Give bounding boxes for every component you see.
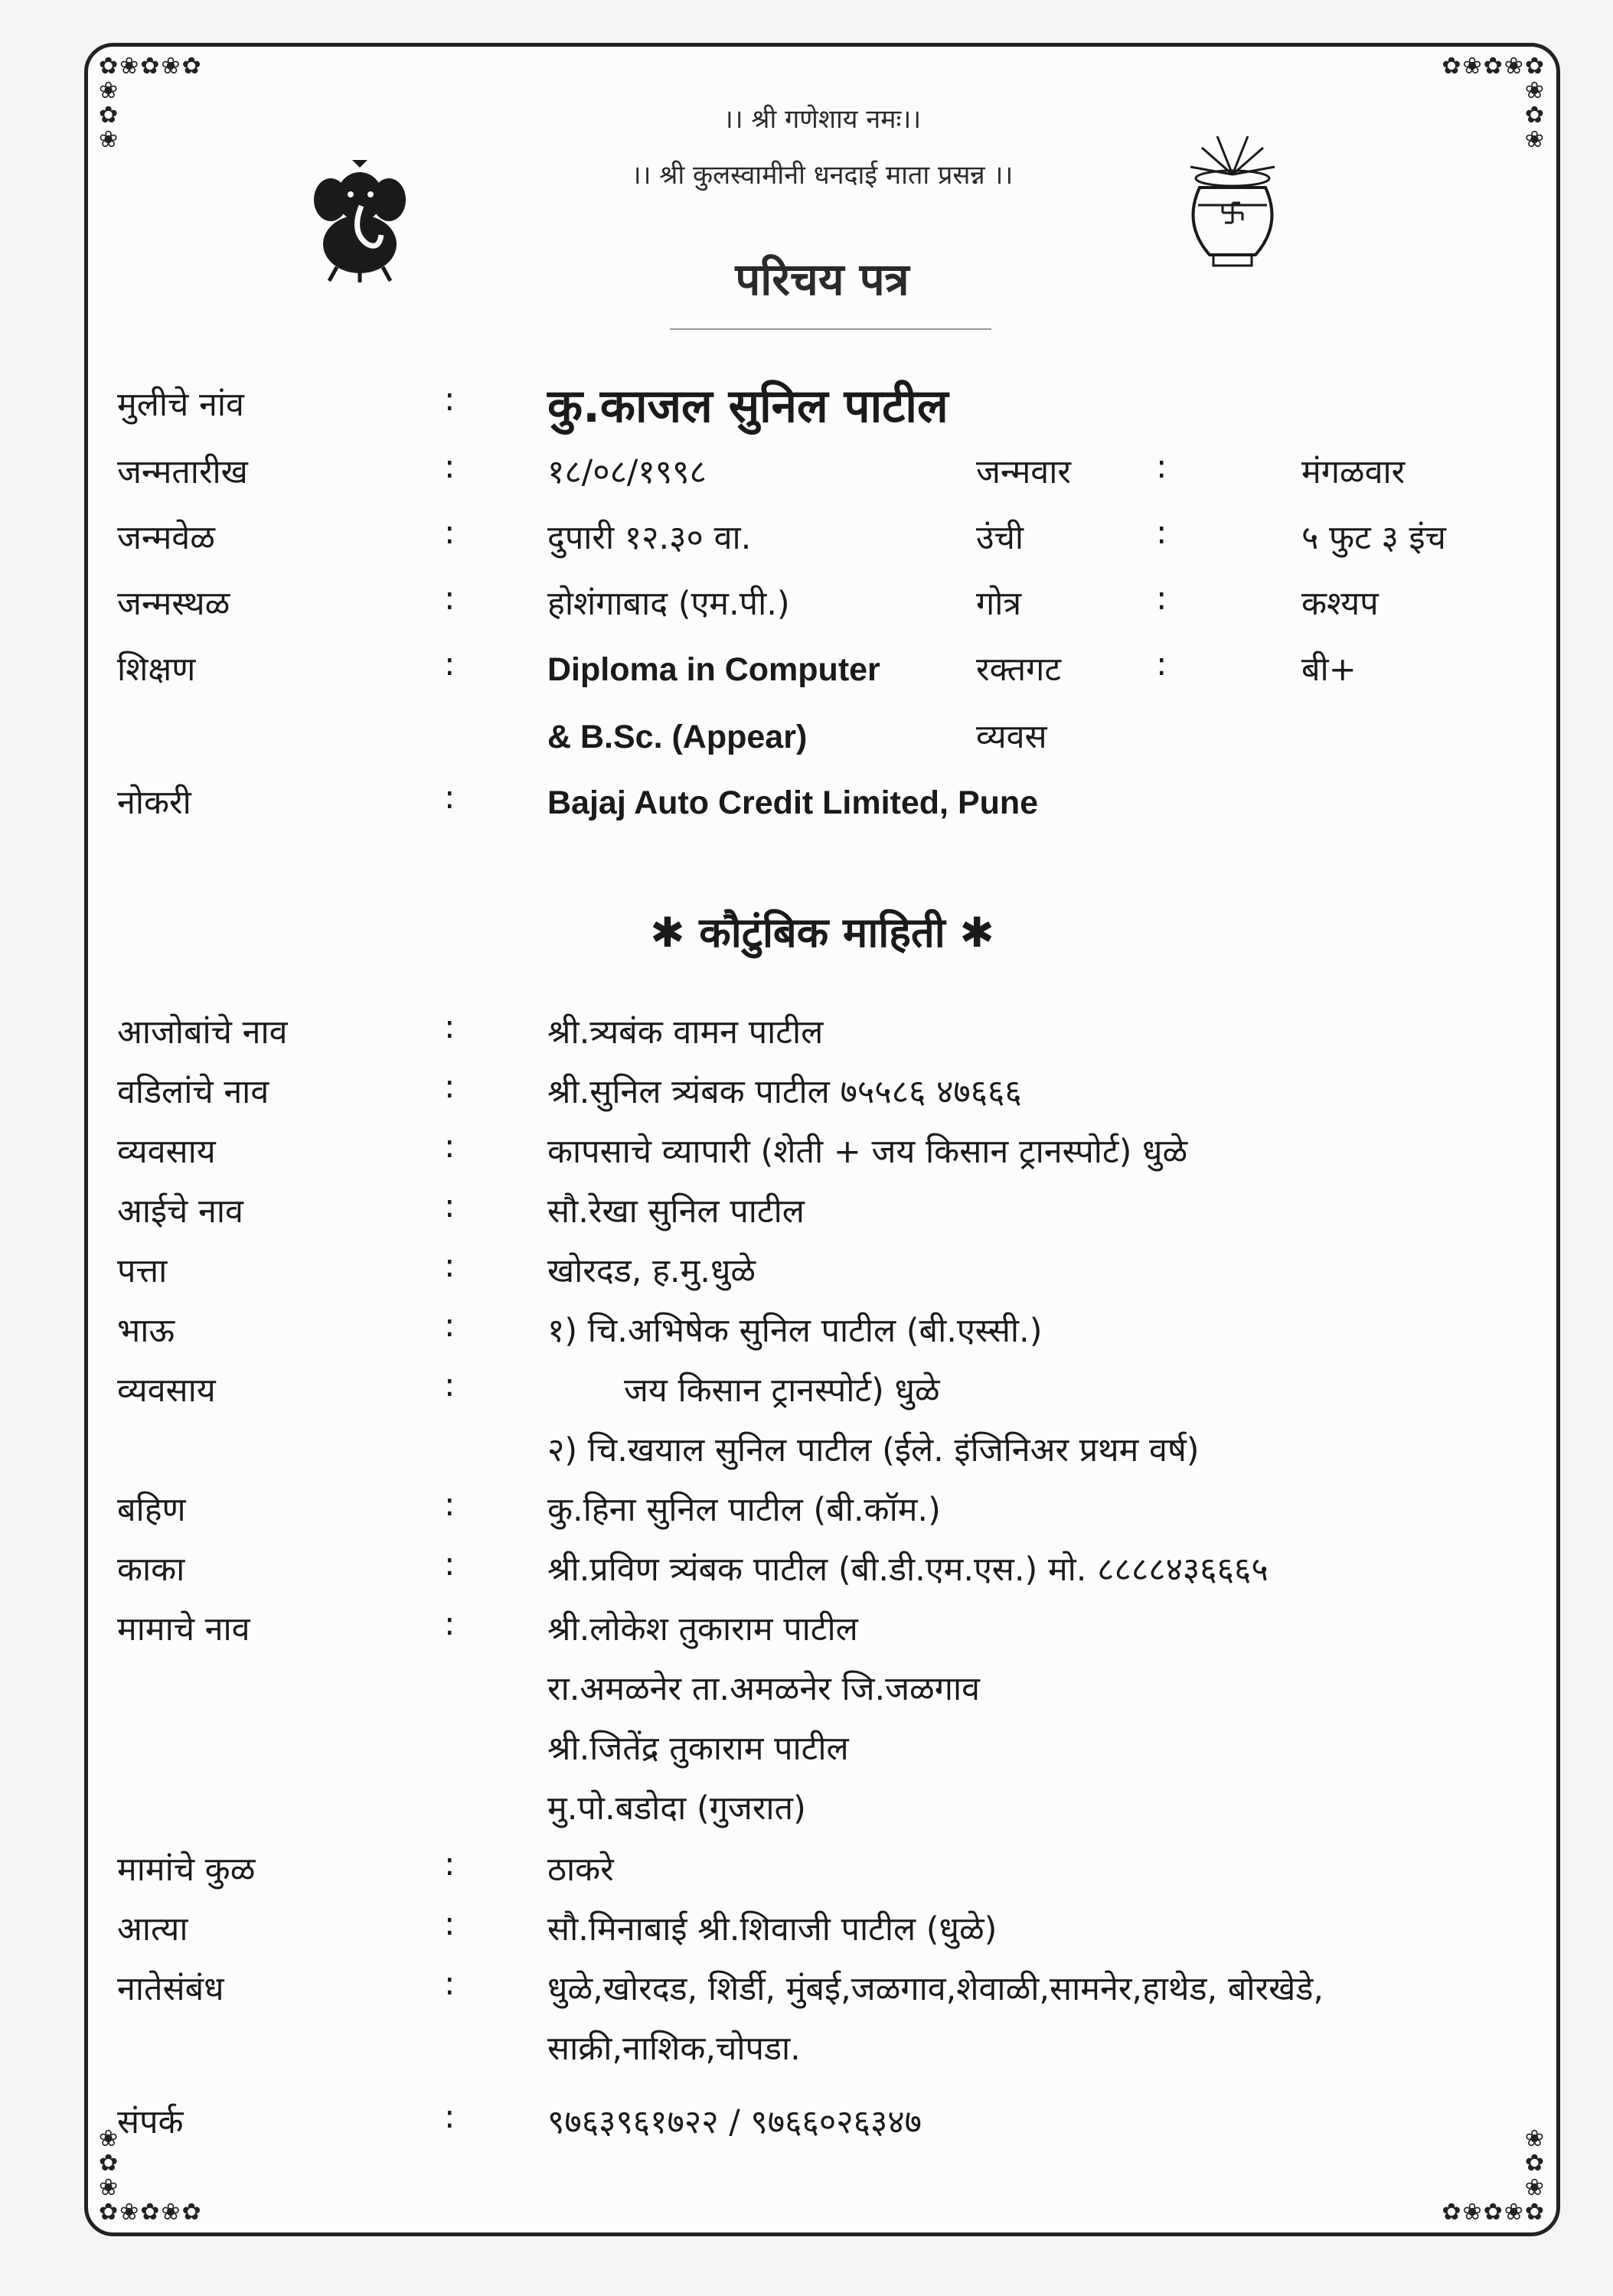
relations-value-line1: धुळे,खोरदड, शिर्डी, मुंबई,जळगाव,शेवाळी,सामनेर,हाथेड, बोरखेडे, [547, 1970, 1324, 2008]
row-address [88, 1247, 1556, 1293]
maternal-uncle-1-address: रा.अमळनेर ता.अमळनेर जि.जळगाव [547, 1670, 980, 1708]
birthday-value: मंगळवार [1301, 453, 1406, 491]
separator: : [444, 778, 455, 817]
invocation-kuldevi: ।। श्री कुलस्वामीनी धनदाई माता प्रसन्न ।। [631, 160, 1014, 191]
separator: : [1156, 514, 1167, 552]
sister-value: कु.हिना सुनिल पाटील (बी.कॉम.) [547, 1491, 941, 1529]
height-value: ५ फुट ३ इंच [1301, 519, 1446, 557]
separator: : [1156, 579, 1167, 618]
brother-occupation-label: व्यवसाय [117, 1371, 216, 1410]
floral-corner-top-left: ✿❀✿❀✿ ❀ ✿ ❀ [99, 53, 203, 153]
brother-label: भाऊ [117, 1312, 175, 1350]
row-occupation [88, 1127, 1556, 1173]
row-dob [88, 448, 1556, 494]
father-value: श्री.सुनिल त्र्यंबक पाटील ७५५८६ ४७६६६ [547, 1073, 1022, 1111]
row-maternal-uncle-2-addr [88, 1784, 1556, 1830]
mother-value: सौ.रेखा सुनिल पाटील [547, 1192, 805, 1231]
separator: : [444, 1187, 455, 1225]
birth-time-label: जन्मवेळ [117, 519, 215, 557]
separator: : [444, 579, 455, 618]
floral-corner-top-right: ✿❀✿❀✿ ❀ ✿ ❀ [1442, 53, 1546, 153]
separator: : [444, 1545, 455, 1583]
job-label: नोकरी [117, 784, 191, 822]
separator: : [444, 514, 455, 552]
education-value-line1: Diploma in Computer [547, 651, 880, 688]
contact-label: संपर्क [117, 2103, 184, 2141]
row-relations [88, 1965, 1556, 2011]
row-aunt [88, 1905, 1556, 1951]
separator: : [444, 448, 455, 486]
separator: : [444, 1965, 455, 2003]
row-mother [88, 1187, 1556, 1233]
row-contact [88, 2098, 1556, 2144]
separator: : [444, 645, 455, 683]
title-underline [670, 328, 991, 330]
maternal-uncle-2-address: मु.पो.बडोदा (गुजरात) [547, 1789, 806, 1828]
blood-group-label: रक्तगट [976, 651, 1062, 689]
row-job [88, 778, 1556, 824]
contact-value: ९७६३९६१७२२ / ९७६६०२६३४७ [547, 2103, 922, 2141]
separator: : [444, 2098, 455, 2136]
brother-1-value: १) चि.अभिषेक सुनिल पाटील (बी.एस्सी.) [547, 1312, 1043, 1350]
dob-value: १८/०८/१९९८ [547, 453, 707, 491]
grandfather-label: आजोबांचे नाव [117, 1013, 288, 1052]
gotra-value: कश्यप [1301, 585, 1379, 623]
separator: : [444, 1247, 455, 1285]
maternal-clan-label: मामांचे कुळ [117, 1851, 256, 1889]
sister-label: बहिण [117, 1491, 186, 1529]
row-birth-time [88, 514, 1556, 559]
row-maternal-uncle [88, 1605, 1556, 1651]
father-label: वडिलांचे नाव [117, 1073, 269, 1111]
grandfather-value: श्री.त्र्यबंक वामन पाटील [547, 1013, 824, 1052]
uncle-label: काका [117, 1551, 185, 1589]
family-section-heading: ✱ कौटुंबिक माहिती ✱ [650, 908, 994, 957]
separator: : [444, 1366, 455, 1404]
separator: : [444, 1845, 455, 1883]
row-brother [88, 1306, 1556, 1352]
biodata-card [84, 43, 1560, 2236]
maternal-uncle-label: मामाचे नाव [117, 1610, 250, 1649]
separator: : [444, 1605, 455, 1643]
uncle-value: श्री.प्रविण त्र्यंबक पाटील (बी.डी.एम.एस.) मो. ८८८८४३६६६५ [547, 1551, 1269, 1589]
row-name [88, 380, 1556, 433]
maternal-clan-value: ठाकरे [547, 1851, 614, 1889]
birth-place-value: होशंगाबाद (एम.पी.) [547, 585, 790, 623]
row-relations-cont [88, 2024, 1556, 2070]
maternal-uncle-1-value: श्री.लोकेश तुकाराम पाटील [547, 1610, 858, 1649]
row-sister [88, 1486, 1556, 1531]
relations-label: नातेसंबंध [117, 1970, 224, 2008]
separator: : [444, 1905, 455, 1943]
separator: : [444, 1008, 455, 1046]
separator: : [444, 1127, 455, 1166]
separator: : [444, 380, 455, 419]
separator: : [444, 1306, 455, 1345]
birth-place-label: जन्मस्थळ [117, 585, 230, 623]
row-birth-place [88, 579, 1556, 625]
dob-label: जन्मतारीख [117, 453, 248, 491]
separator: : [444, 1068, 455, 1106]
row-maternal-clan [88, 1845, 1556, 1891]
page-title: परिचय पत्र [735, 253, 909, 305]
separator: : [444, 1486, 455, 1524]
relations-value-line2: साक्री,नाशिक,चोपडा. [547, 2030, 801, 2068]
mother-label: आईचे नाव [117, 1192, 243, 1231]
floral-corner-bottom-left: ❀ ✿ ❀ ✿❀✿❀✿ [99, 2125, 203, 2226]
brother-2-value: २) चि.खयाल सुनिल पाटील (ईले. इंजिनिअर प्रथम वर्ष) [547, 1431, 1200, 1469]
blood-group-value: बी+ [1301, 651, 1357, 689]
occupation-label: व्यवसाय [117, 1133, 216, 1171]
row-grandfather [88, 1008, 1556, 1054]
row-brother-occupation [88, 1366, 1556, 1412]
row-maternal-uncle-1-addr [88, 1665, 1556, 1711]
row-education-cont [88, 713, 1556, 758]
row-father [88, 1068, 1556, 1114]
separator: : [1156, 645, 1167, 683]
name-value: कु.काजल सुनिल पाटील [547, 380, 949, 433]
gotra-label: गोत्र [976, 585, 1022, 623]
education-label: शिक्षण [117, 651, 196, 689]
brother-1-occupation-value: जय किसान ट्रानस्पोर्ट) धुळे [624, 1371, 940, 1410]
maternal-uncle-2-value: श्री.जितेंद्र तुकाराम पाटील [547, 1730, 849, 1768]
vyavas-label: व्यवस [976, 718, 1047, 756]
height-label: उंची [976, 519, 1024, 557]
address-value: खोरदड, ह.मु.धुळे [547, 1252, 756, 1290]
invocation-ganesha: ।। श्री गणेशाय नमः।। [723, 104, 922, 135]
birthday-label: जन्मवार [976, 453, 1071, 491]
name-label: मुलीचे नांव [117, 386, 244, 424]
row-education [88, 645, 1556, 691]
occupation-value: कापसाचे व्यापारी (शेती + जय किसान ट्रानस्पोर्ट) धुळे [547, 1133, 1188, 1171]
aunt-label: आत्या [117, 1910, 188, 1949]
aunt-value: सौ.मिनाबाई श्री.शिवाजी पाटील (धुळे) [547, 1910, 998, 1949]
separator: : [1156, 448, 1167, 486]
job-value: Bajaj Auto Credit Limited, Pune [547, 784, 1039, 821]
row-brother-2 [88, 1426, 1556, 1472]
birth-time-value: दुपारी १२.३० वा. [547, 519, 752, 557]
row-uncle [88, 1545, 1556, 1591]
floral-corner-bottom-right: ❀ ✿ ❀ ✿❀✿❀✿ [1442, 2125, 1546, 2226]
row-maternal-uncle-2 [88, 1724, 1556, 1770]
education-value-line2: & B.Sc. (Appear) [547, 719, 808, 755]
address-label: पत्ता [117, 1252, 168, 1290]
